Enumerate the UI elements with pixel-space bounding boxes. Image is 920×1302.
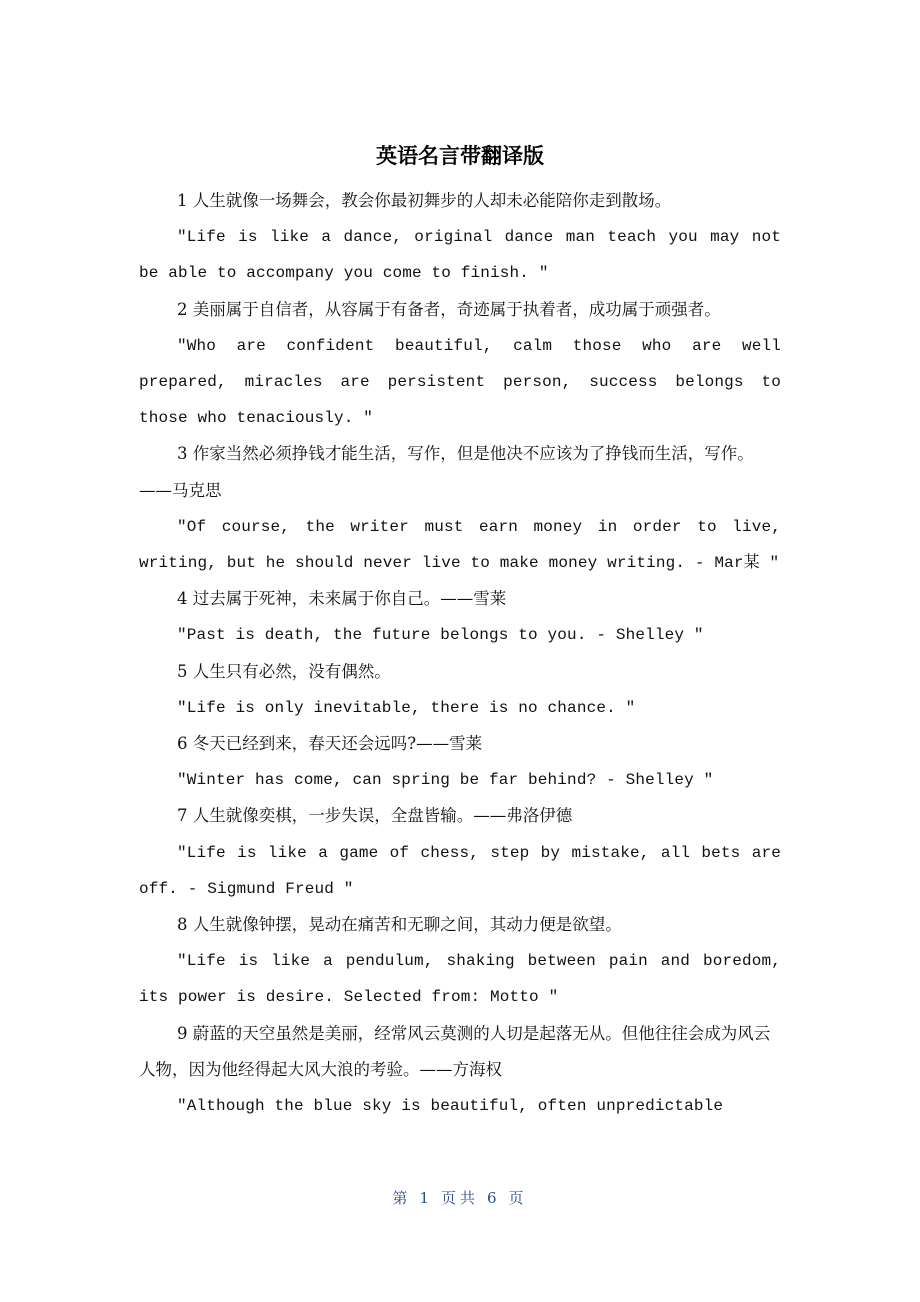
page-footer bbox=[0, 1186, 920, 1210]
quote-1-english: "Life is like a dance, original dance man teach you may not be able to accompany you come to finish. " bbox=[139, 228, 781, 283]
quote-6-english: "Winter has come, can spring be far behind? - Shelley " bbox=[177, 771, 714, 790]
quote-2-chinese: 2 美丽属于自信者，从容属于有备者，奇迹属于执着者，成功属于顽强者。 bbox=[177, 299, 721, 319]
quote-4-english: "Past is death, the future belongs to you. - Shelley " bbox=[177, 626, 704, 645]
quote-8-chinese: 8 人生就像钟摆，晃动在痛苦和无聊之间，其动力便是欲望。 bbox=[177, 915, 622, 935]
quote-9-chinese: 9 蔚蓝的天空虽然是美丽，经常风云莫测的人切是起落无从。但他往往会成为风云人物，因为他经得起大风大浪的考验。——方海权 bbox=[139, 1023, 771, 1079]
page-label: 第 bbox=[392, 1189, 412, 1207]
quote-3-chinese: 3 作家当然必须挣钱才能生活，写作，但是他决不应该为了挣钱而生活，写作。——马克思 bbox=[139, 444, 754, 500]
page-suffix-label: 页 bbox=[508, 1189, 528, 1207]
quote-3-english: "Of course, the writer must earn money in order to live, writing, but he should never live to make money writing. - Mar某 " bbox=[139, 517, 781, 573]
page-current-number: 1 bbox=[419, 1189, 433, 1207]
quote-7-english: "Life is like a game of chess, step by mistake, all bets are off. - Sigmund Freud " bbox=[139, 843, 781, 898]
quote-1-chinese: 1 人生就像一场舞会，教会你最初舞步的人却未必能陪你走到散场。 bbox=[177, 191, 672, 210]
quote-7-chinese: 7 人生就像奕棋，一步失误，全盘皆输。——弗洛伊德 bbox=[177, 806, 573, 826]
quote-6-chinese: 6 冬天已经到来，春天还会远吗?——雪莱 bbox=[177, 734, 483, 754]
quote-4-chinese: 4 过去属于死神，未来属于你自己。——雪莱 bbox=[177, 589, 507, 609]
quote-5-chinese: 5 人生只有必然，没有偶然。 bbox=[177, 661, 391, 681]
quote-9-english: "Although the blue sky is beautiful, often unpredictable bbox=[177, 1097, 724, 1116]
document-body bbox=[139, 183, 781, 1124]
quote-5-english: "Life is only inevitable, there is no chance. " bbox=[177, 698, 636, 717]
quote-8-english: "Life is like a pendulum, shaking between pain and boredom, its power is desire. Selected from: Motto " bbox=[139, 952, 781, 1007]
page-total-number: 6 bbox=[487, 1189, 501, 1207]
page-middle-label: 页共 bbox=[440, 1189, 479, 1207]
quote-2-english: "Who are confident beautiful, calm those who are well prepared, miracles are persistent person, success belongs to those who tenaciously. " bbox=[139, 336, 781, 428]
document-title: 英语名言带翻译版 bbox=[376, 144, 544, 168]
